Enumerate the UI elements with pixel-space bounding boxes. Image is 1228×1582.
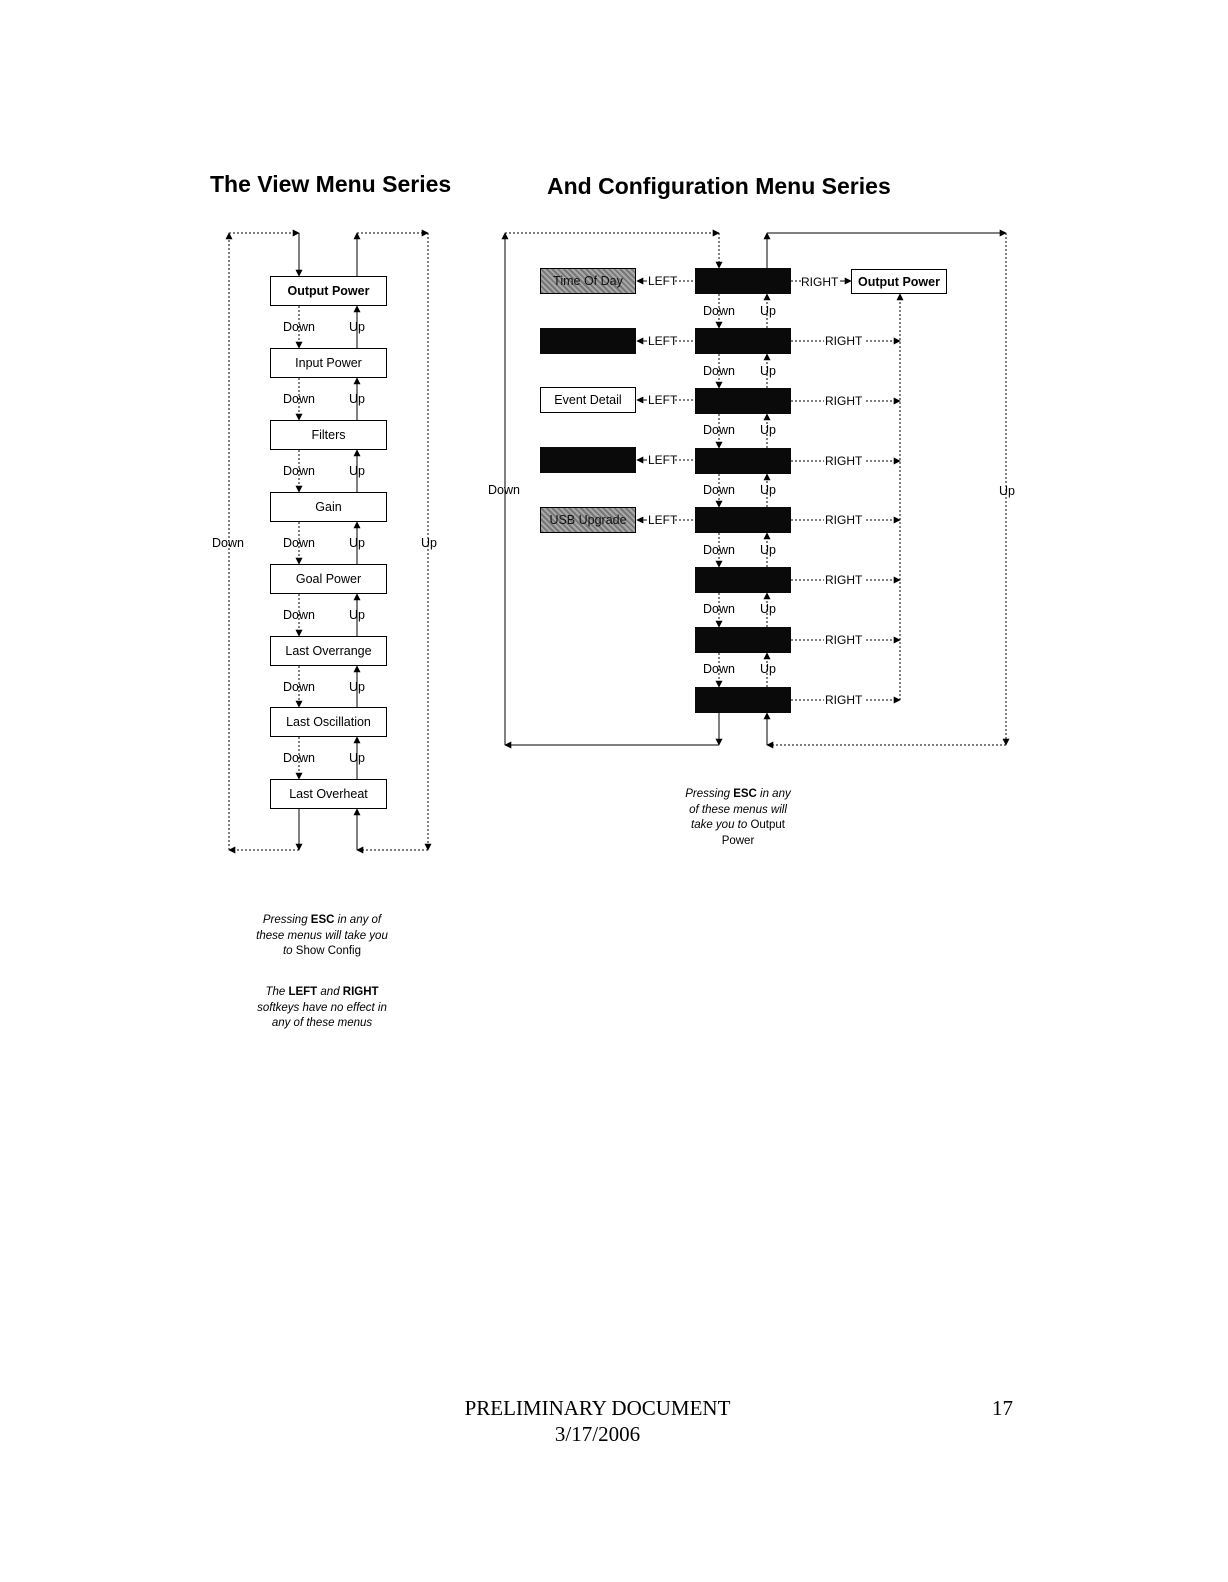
view-up-label: Up	[349, 680, 365, 694]
right-key-label: RIGHT	[825, 573, 863, 587]
view-outer-up-label: Up	[421, 536, 437, 550]
config-up-label: Up	[760, 543, 776, 557]
config-up-label: Up	[760, 364, 776, 378]
view-menu-last-oscillation[interactable]: Last Oscillation	[270, 707, 387, 737]
config-menu-item-4[interactable]	[695, 448, 791, 474]
view-down-label: Down	[283, 464, 315, 478]
view-down-label: Down	[283, 680, 315, 694]
view-menu-goal-power[interactable]: Goal Power	[270, 564, 387, 594]
config-up-label: Up	[760, 423, 776, 437]
config-down-label: Down	[703, 543, 735, 557]
config-right-output-power[interactable]: Output Power	[851, 269, 947, 294]
footer-text	[430, 1395, 765, 1447]
view-esc-note: Pressing ESC in any of these menus will take you to Show Config	[256, 914, 388, 957]
view-down-label: Down	[283, 751, 315, 765]
config-down-label: Down	[703, 483, 735, 497]
right-key-label: RIGHT	[825, 513, 863, 527]
left-key-label: LEFT	[648, 513, 678, 527]
config-esc-note: Pressing ESC in any of these menus will take you to Output Power	[685, 788, 791, 847]
view-up-label: Up	[349, 608, 365, 622]
footer-date: 3/17/2006	[554, 1422, 641, 1446]
config-series-title: And Configuration Menu Series	[547, 173, 891, 199]
left-key-label: LEFT	[648, 453, 678, 467]
left-key-label: LEFT	[648, 274, 678, 288]
config-up-label: Up	[760, 304, 776, 318]
config-down-label: Down	[703, 304, 735, 318]
config-down-label: Down	[703, 423, 735, 437]
view-down-label: Down	[283, 320, 315, 334]
left-key-label: LEFT	[648, 334, 678, 348]
view-down-label: Down	[283, 608, 315, 622]
view-down-label: Down	[283, 536, 315, 550]
right-key-label: RIGHT	[825, 334, 863, 348]
config-left-time-of-day[interactable]: Time Of Day	[540, 268, 636, 294]
right-key-label: RIGHT	[825, 633, 863, 647]
config-left-box-2[interactable]	[540, 328, 636, 354]
view-leftright-note: The LEFT and RIGHT softkeys have no effect in any of these menus	[257, 986, 387, 1029]
view-up-label: Up	[349, 536, 365, 550]
view-up-label: Up	[349, 392, 365, 406]
config-menu-item-3[interactable]	[695, 388, 791, 414]
config-menu-item-1[interactable]	[695, 268, 791, 294]
view-down-label: Down	[283, 392, 315, 406]
view-menu-last-overrange[interactable]: Last Overrange	[270, 636, 387, 666]
config-left-usb-upgrade[interactable]: USB Upgrade	[540, 507, 636, 533]
config-up-label: Up	[760, 662, 776, 676]
config-up-label: Up	[760, 483, 776, 497]
view-up-label: Up	[349, 464, 365, 478]
right-key-label: RIGHT	[825, 693, 863, 707]
left-key-label: LEFT	[648, 393, 678, 407]
view-menu-input-power[interactable]: Input Power	[270, 348, 387, 378]
config-outer-down-label: Down	[488, 483, 520, 497]
config-menu-item-8[interactable]	[695, 687, 791, 713]
config-down-label: Down	[703, 602, 735, 616]
view-up-label: Up	[349, 320, 365, 334]
right-key-label: RIGHT	[825, 394, 863, 408]
view-series-title: The View Menu Series	[210, 171, 452, 197]
view-menu-output-power[interactable]: Output Power	[270, 276, 387, 306]
view-menu-filters[interactable]: Filters	[270, 420, 387, 450]
config-up-label: Up	[760, 602, 776, 616]
config-menu-item-2[interactable]	[695, 328, 791, 354]
view-menu-last-overheat[interactable]: Last Overheat	[270, 779, 387, 809]
config-menu-item-7[interactable]	[695, 627, 791, 653]
config-left-event-detail[interactable]: Event Detail	[540, 387, 636, 413]
config-left-box-4[interactable]	[540, 447, 636, 473]
right-key-label: RIGHT	[801, 275, 839, 289]
page-number: 17	[992, 1396, 1013, 1420]
config-outer-up-label: Up	[999, 484, 1015, 498]
right-key-label: RIGHT	[825, 454, 863, 468]
view-menu-gain[interactable]: Gain	[270, 492, 387, 522]
view-up-label: Up	[349, 751, 365, 765]
config-menu-item-6[interactable]	[695, 567, 791, 593]
view-outer-down-label: Down	[212, 536, 244, 550]
footer-preliminary: PRELIMINARY DOCUMENT	[464, 1396, 731, 1420]
config-menu-item-5[interactable]	[695, 507, 791, 533]
config-down-label: Down	[703, 662, 735, 676]
config-down-label: Down	[703, 364, 735, 378]
